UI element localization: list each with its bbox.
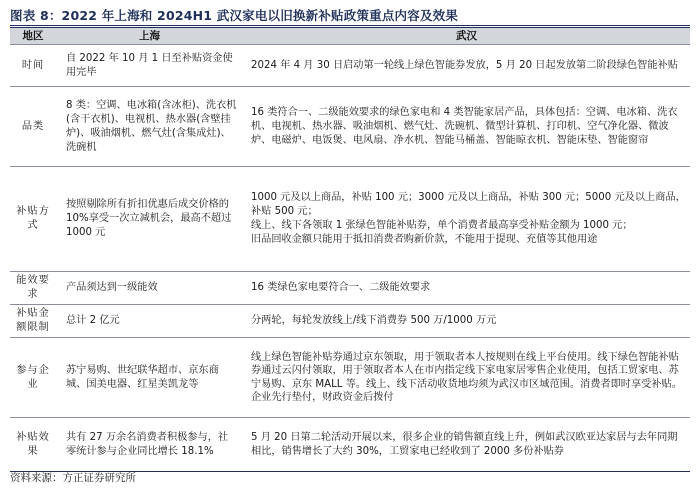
coupon-limit-line: 线上、线下各领取 1 张绿色智能补贴券，单个消费者最高享受补贴金额为 1000 元；: [251, 220, 633, 231]
table-row: [10, 87, 690, 167]
row-label: 补贴金额限制: [10, 305, 56, 338]
shanghai-cell: 苏宁易购、世纪联华超市、京东商城、国美电器、红星美凯龙等: [56, 338, 243, 418]
table-row: [10, 418, 690, 472]
table-row: [10, 167, 690, 272]
shanghai-cell: 总计 2 亿元: [56, 305, 243, 338]
wuhan-cell: 分两轮，每轮发放线上/线下消费券 500 万/1000 万元: [243, 305, 690, 338]
row-label: 补贴效果: [10, 418, 56, 472]
row-label: 品类: [10, 87, 56, 167]
policy-table: [10, 27, 690, 472]
header-region: 地区: [10, 28, 56, 45]
chart-title: 图表 8：2022 年上海和 2024H1 武汉家电以旧换新补贴政策重点内容及效果: [10, 8, 459, 23]
shanghai-cell: 产品须达到一级能效: [56, 272, 243, 305]
table-row: [10, 305, 690, 338]
header-row: [10, 28, 690, 45]
row-label: 能效要求: [10, 272, 56, 305]
wuhan-cell: 2024 年 4 月 30 日启动第一轮线上绿色智能券发放，5 月 20 日起发放第二阶段绿色智能补贴: [243, 45, 690, 87]
table-row: [10, 338, 690, 418]
wuhan-cell: 16 类符合一、二级能效要求的绿色家电和 4 类智能家居产品，具体包括：空调、电冰箱、洗衣机、电视机、热水器、吸油烟机、燃气灶、洗碗机、微型计算机、打印机、空气净化器、微波炉、电磁炉、电饭煲、电风扇、净水机、智能马桶盖、智能晾衣机、智能床垫、智能窗帘: [243, 87, 690, 167]
shanghai-cell: 按照剔除所有折扣优惠后成交价格的 10%享受一次立减机会，最高不超过 1000 元: [56, 167, 243, 272]
wuhan-cell: 16 类绿色家电要符合一、二级能效要求: [243, 272, 690, 305]
shanghai-cell: 8 类：空调、电冰箱(含冰柜)、洗衣机(含干衣机)、电视机、热水器(含壁挂炉)、吸油烟机、燃气灶(含集成灶)、洗碗机: [56, 87, 243, 167]
title-rule: [10, 25, 690, 26]
header-shanghai: 上海: [56, 28, 243, 45]
wuhan-cell: [243, 167, 690, 272]
wuhan-cell: 5 月 20 日第二轮活动开展以来，很多企业的销售额直线上升，例如武汉欧亚达家居与去年同期相比，销售增长了大约 30%，工贸家电已经收到了 2000 多份补贴券: [243, 418, 690, 472]
header-wuhan: 武汉: [243, 28, 690, 45]
trade-in-line: 旧品回收金额只能用于抵扣消费者购新价款，不能用于提现、充值等其他用途: [251, 234, 598, 245]
wuhan-cell: 线上绿色智能补贴券通过京东领取，用于领取者本人按规则在线上平台使用。线下绿色智能补贴券通过云闪付领取，用于领取者本人在市内指定线下家电家居零售企业使用，包括工贸家电、苏宁易购、京东 MALL 等。线上、线下活动收货地均须为武汉市区域范围。消费者即时享受补贴。企业先行垫付，财政资金后拨付: [243, 338, 690, 418]
subsidy-tier-line: 1000 元及以上商品，补贴 100 元；3000 元及以上商品，补贴 300 元；5000 元及以上商品，补贴 500 元；: [251, 192, 686, 217]
row-label: 补贴方式: [10, 167, 56, 272]
table-row: [10, 272, 690, 305]
source-note: 资料来源：方正证券研究所: [10, 472, 136, 484]
table-row: [10, 45, 690, 87]
shanghai-cell: 共有 27 万余名消费者积极参与，社零统计参与企业同比增长 18.1%: [56, 418, 243, 472]
row-label: 时间: [10, 45, 56, 87]
shanghai-cell: 自 2022 年 10 月 1 日至补贴资金使用完毕: [56, 45, 243, 87]
row-label: 参与企业: [10, 338, 56, 418]
